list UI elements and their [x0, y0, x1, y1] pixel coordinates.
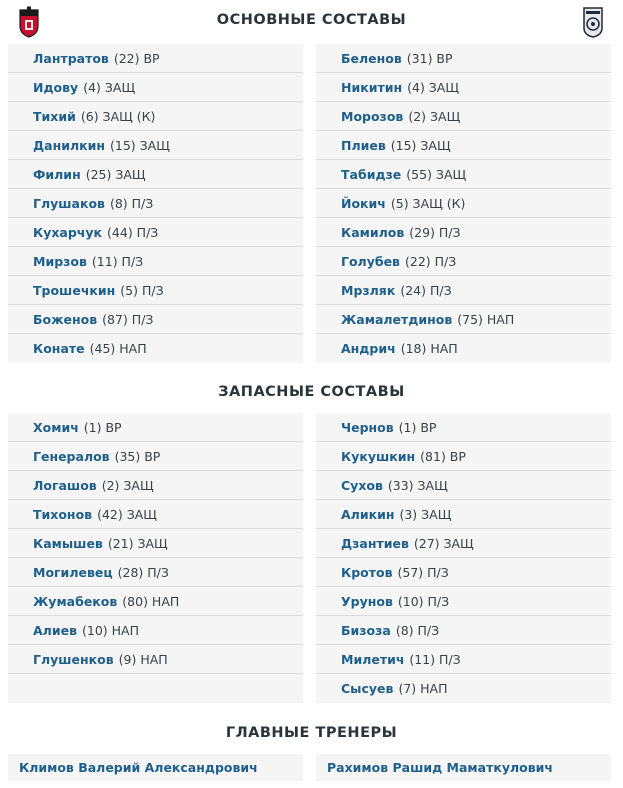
- player-row: [316, 413, 611, 442]
- away-subs-list: [316, 413, 611, 703]
- player-name-link[interactable]: Камилов: [341, 224, 405, 240]
- player-name-link[interactable]: Хомич: [33, 419, 79, 435]
- player-name-link[interactable]: Лантратов: [33, 50, 109, 66]
- player-row: [316, 247, 611, 276]
- player-row: [8, 500, 303, 529]
- player-number-position: (8) П/З: [395, 622, 440, 638]
- player-row: [8, 587, 303, 616]
- player-name-link[interactable]: Конате: [33, 341, 85, 356]
- player-number-position: (42) ЗАЩ: [97, 506, 157, 522]
- player-name-link[interactable]: Аликин: [341, 506, 395, 522]
- player-row: [8, 276, 303, 305]
- player-name-link[interactable]: Милетич: [341, 651, 405, 667]
- player-number-position: (44) П/З: [107, 224, 159, 240]
- player-name-link[interactable]: Жамалетдинов: [341, 311, 453, 327]
- player-name-link[interactable]: Сухов: [341, 477, 383, 493]
- player-name-link[interactable]: Тихий: [33, 108, 76, 124]
- player-row: [8, 616, 303, 645]
- player-number-position: (15) ЗАЩ: [110, 137, 170, 153]
- home-subs-list: [8, 413, 303, 703]
- empty-player-row: [8, 674, 303, 703]
- player-row: [8, 131, 303, 160]
- player-row: [8, 305, 303, 334]
- player-row: [8, 73, 303, 102]
- player-number-position: (33) ЗАЩ: [387, 477, 448, 493]
- player-row: [8, 442, 303, 471]
- player-name-link[interactable]: Глушаков: [33, 195, 105, 211]
- player-row: [8, 645, 303, 674]
- player-name-link[interactable]: Беленов: [341, 50, 402, 66]
- player-row: [316, 442, 611, 471]
- player-name-link[interactable]: Генералов: [33, 448, 110, 464]
- player-number-position: (4) ЗАЩ: [407, 79, 460, 95]
- player-number-position: (5) П/З: [120, 282, 164, 298]
- player-row: [8, 558, 303, 587]
- player-row: [316, 471, 611, 500]
- player-name-link[interactable]: Данилкин: [33, 137, 105, 153]
- player-number-position: (11) П/З: [409, 651, 461, 667]
- player-name-link[interactable]: Бизоза: [341, 622, 391, 638]
- player-row: [8, 102, 303, 131]
- home-coach-box: [8, 754, 303, 781]
- player-row: [8, 189, 303, 218]
- player-name-link[interactable]: Урунов: [341, 593, 393, 609]
- player-number-position: (55) ЗАЩ: [406, 166, 467, 182]
- player-number-position: (29) П/З: [409, 224, 461, 240]
- player-number-position: (27) ЗАЩ: [413, 535, 474, 551]
- player-name-link[interactable]: Мрзляк: [341, 282, 396, 298]
- player-row: [316, 645, 611, 674]
- player-number-position: (18) НАП: [400, 341, 458, 356]
- player-number-position: (9) НАП: [118, 651, 168, 667]
- player-name-link[interactable]: Морозов: [341, 108, 404, 124]
- player-row: [316, 276, 611, 305]
- player-row: [8, 247, 303, 276]
- player-name-link[interactable]: Голубев: [341, 253, 400, 269]
- player-number-position: (24) П/З: [400, 282, 452, 298]
- player-name-link[interactable]: Сысуев: [341, 681, 394, 696]
- player-name-link[interactable]: Жумабеков: [33, 593, 118, 609]
- player-number-position: (80) НАП: [122, 593, 180, 609]
- player-row: [316, 305, 611, 334]
- player-row: [316, 558, 611, 587]
- player-name-link[interactable]: Идову: [33, 79, 79, 95]
- player-name-link[interactable]: Андрич: [341, 341, 396, 356]
- section-title-main-lineups: ОСНОВНЫЕ СОСТАВЫ: [216, 12, 407, 28]
- player-number-position: (10) П/З: [397, 593, 450, 609]
- player-row: [316, 587, 611, 616]
- player-row: [8, 160, 303, 189]
- player-number-position: (75) НАП: [457, 311, 515, 327]
- player-name-link[interactable]: Мирзов: [33, 253, 87, 269]
- player-name-link[interactable]: Тихонов: [33, 506, 93, 522]
- player-name-link[interactable]: Йокич: [341, 195, 386, 211]
- away-lineup-list: [316, 44, 611, 363]
- player-number-position: (6) ЗАЩ (К): [80, 108, 156, 124]
- home-lineup-list: [8, 44, 303, 363]
- player-row: [8, 413, 303, 442]
- player-row: [8, 334, 303, 363]
- player-name-link[interactable]: Филин: [33, 166, 81, 182]
- player-row: [8, 529, 303, 558]
- away-coach-name[interactable]: Рахимов Рашид Маматкулович: [327, 760, 553, 775]
- player-name-link[interactable]: Логашов: [33, 477, 97, 493]
- player-row: [316, 334, 611, 363]
- player-name-link[interactable]: Кухарчук: [33, 224, 103, 240]
- player-number-position: (5) ЗАЩ (К): [390, 195, 466, 211]
- player-row: [316, 131, 611, 160]
- player-number-position: (10) НАП: [81, 622, 139, 638]
- player-row: [316, 529, 611, 558]
- player-name-link[interactable]: Могилевец: [33, 564, 113, 580]
- player-row: [316, 44, 611, 73]
- player-number-position: (31) ВР: [406, 50, 453, 66]
- player-row: [316, 616, 611, 645]
- player-name-link[interactable]: Трошечкин: [33, 282, 116, 298]
- player-row: [8, 44, 303, 73]
- player-number-position: (25) ЗАЩ: [85, 166, 146, 182]
- player-row: [316, 674, 611, 703]
- player-number-position: (21) ЗАЩ: [107, 535, 168, 551]
- player-number-position: (2) ЗАЩ: [101, 477, 154, 493]
- player-name-link[interactable]: Дзантиев: [341, 535, 409, 551]
- player-name-link[interactable]: Боженов: [33, 311, 98, 327]
- player-number-position: (45) НАП: [89, 341, 147, 356]
- player-name-link[interactable]: Алиев: [33, 622, 77, 638]
- player-number-position: (15) ЗАЩ: [390, 137, 451, 153]
- section-title-head-coaches: ГЛАВНЫЕ ТРЕНЕРЫ: [225, 725, 398, 741]
- player-name-link[interactable]: Камышев: [33, 535, 103, 551]
- player-number-position: (3) ЗАЩ: [399, 506, 452, 522]
- player-row: [316, 160, 611, 189]
- player-number-position: (22) П/З: [404, 253, 457, 269]
- player-row: [316, 500, 611, 529]
- player-number-position: (81) ВР: [420, 448, 466, 464]
- player-number-position: (35) ВР: [114, 448, 161, 464]
- player-row: [316, 189, 611, 218]
- player-number-position: (87) П/З: [102, 311, 154, 327]
- player-number-position: (57) П/З: [397, 564, 449, 580]
- player-number-position: (4) ЗАЩ: [83, 79, 136, 95]
- player-name-link[interactable]: Плиев: [341, 137, 386, 153]
- player-number-position: (22) ВР: [113, 50, 160, 66]
- player-name-link[interactable]: Глушенков: [33, 651, 114, 667]
- player-number-position: (1) ВР: [398, 419, 437, 435]
- player-row: [8, 218, 303, 247]
- player-row: [8, 471, 303, 500]
- player-number-position: (2) ЗАЩ: [408, 108, 461, 124]
- player-name-link[interactable]: Никитин: [341, 79, 403, 95]
- player-number-position: (11) П/З: [91, 253, 144, 269]
- player-number-position: (8) П/З: [109, 195, 154, 211]
- player-row: [316, 73, 611, 102]
- player-name-link[interactable]: Кротов: [341, 564, 393, 580]
- player-row: [316, 218, 611, 247]
- section-title-substitutes: ЗАПАСНЫЕ СОСТАВЫ: [218, 384, 405, 400]
- player-name-link[interactable]: Чернов: [341, 419, 394, 435]
- player-name-link[interactable]: Табидзе: [341, 166, 402, 182]
- player-row: [316, 102, 611, 131]
- home-coach-name[interactable]: Климов Валерий Александрович: [19, 760, 258, 775]
- player-number-position: (1) ВР: [83, 419, 122, 435]
- player-number-position: (7) НАП: [398, 681, 448, 696]
- away-coach-box: [316, 754, 611, 781]
- player-name-link[interactable]: Кукушкин: [341, 448, 416, 464]
- player-number-position: (28) П/З: [117, 564, 169, 580]
